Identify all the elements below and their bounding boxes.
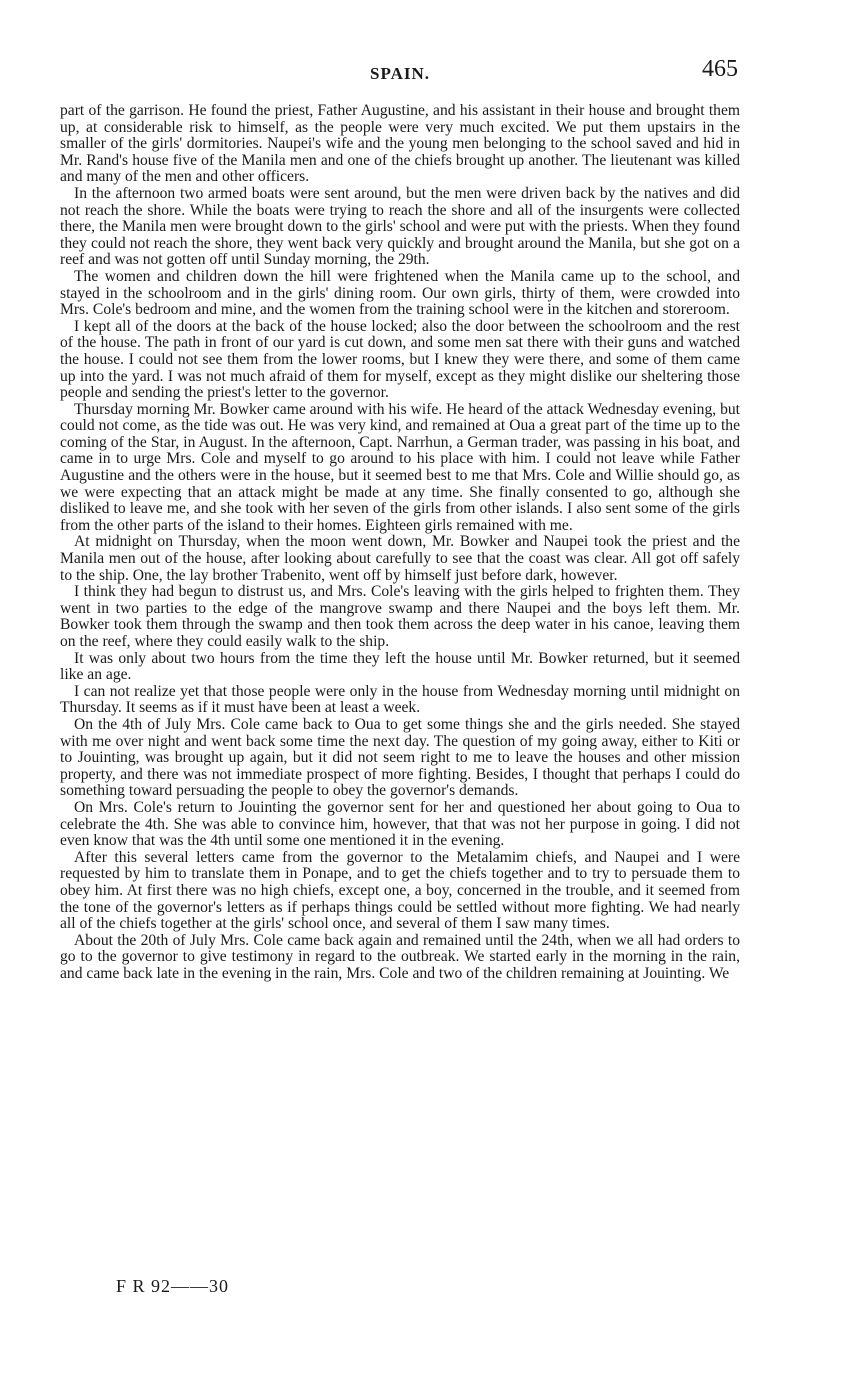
paragraph: After this several letters came from the governor to the Metalamim chiefs, and Naupei and I were requested by him to translate them in Ponape, and to get the chiefs together and to try to persuade them to obey him. At first there was no high chiefs, except one, a boy, concerned in the trouble, and it seemed from the tone of the governor's letters as if perhaps things could be settled without more fighting. We had nearly all of the chiefs together at the girls' school once, and several of them I saw many times. [60,848,740,933]
paragraph: It was only about two hours from the time they left the house until Mr. Bowker returned, but it seemed like an age. [60,649,740,684]
paragraph: I kept all of the doors at the back of the house locked; also the door between the schoolroom and the rest of the house. The path in front of our yard is cut down, and some men sat there with their guns and watched the house. I could not see them from the lower rooms, but I knew they were there, and some of them came up into the yard. I was not much afraid of them for myself, except as they might dislike our sheltering those people and sending the priest's letter to the governor. [60,317,740,402]
paragraph: I think they had begun to distrust us, and Mrs. Cole's leaving with the girls helped to frighten them. They went in two parties to the edge of the mangrove swamp and there Naupei and the boys left them. Mr. Bowker took them through the swamp and then took them across the deep water in his canoe, leaving them on the reef, where they could easily walk to the ship. [60,583,740,650]
paragraph: Thursday morning Mr. Bowker came around with his wife. He heard of the attack Wednesday evening, but could not come, as the tide was out. He was very kind, and remained at Oua a great part of the time up to the coming of the Star, in August. In the afternoon, Capt. Narrhun, a German trader, was passing in his boat, and came in to urge Mrs. Cole and myself to go around to his place with him. I could not leave while Father Augustine and the others were in the house, but it seemed best to me that Mrs. Cole and Willie should go, as we were expecting that an attack might be made at any time. She finally consented to go, although she disliked to leave me, and she took with her seven of the girls from other islands. I also sent some of the girls from the other parts of the island to their homes. Eighteen girls remained with me. [60,400,740,534]
paragraph: part of the garrison. He found the priest, Father Augustine, and his assistant in their house and brought them up, at considerable risk to himself, as the people were very much excited. We put them upstairs in the smaller of the girls' dormitories. Naupei's wife and the young men belonging to the school saved and hid in Mr. Rand's house five of the Manila men and one of the chiefs brought up another. The lieutenant was killed and many of the men and other officers. [60,102,740,186]
paragraph: At midnight on Thursday, when the moon went down, Mr. Bowker and Naupei took the priest and the Manila men out of the house, after looking about carefully to see that the coast was clear. All got off safely to the ship. One, the lay brother Trabenito, went off by himself just before dark, however. [60,533,740,584]
page-number: 465 [702,56,738,82]
running-title: SPAIN. [370,64,430,83]
paragraph: The women and children down the hill were frightened when the Manila came up to the school, and stayed in the schoolroom and in the girls' dining room. Our own girls, thirty of them, were crowded into Mrs. Cole's bedroom and mine, and the women from the training school were in the kitchen and storeroom. [60,267,740,319]
body-text [60,103,740,982]
signature-mark: F R 92——30 [116,1276,230,1296]
paragraph: About the 20th of July Mrs. Cole came back again and remained until the 24th, when we all had orders to go to the governor to give testimony in regard to the outbreak. We started early in the morning in the rain, and came back late in the evening in the rain, Mrs. Cole and two of the children remaining at Jouinting. We [60,931,740,982]
paragraph: I can not realize yet that those people were only in the house from Wednesday morning until midnight on Thursday. It seems as if it must have been at least a week. [60,682,740,717]
running-header [60,56,740,86]
paragraph: In the afternoon two armed boats were sent around, but the men were driven back by the natives and did not reach the shore. While the boats were trying to reach the shore and all of the insurgents were collected there, the Manila men were brought down to the girls' school and were put with the priests. When they found they could not reach the shore, they went back very quickly and brought around the Manila, but she got on a reef and was not gotten off until Sunday morning, the 29th. [60,184,740,269]
paragraph: On the 4th of July Mrs. Cole came back to Oua to get some things she and the girls needed. She stayed with me over night and went back some time the next day. The question of my going away, either to Kiti or to Jouinting, was brought up again, but it did not seem right to me to leave the houses and other mission property, and there was not immediate prospect of more fighting. Besides, I thought that perhaps I could do something toward persuading the people to obey the governor's demands. [60,715,740,800]
paragraph: On Mrs. Cole's return to Jouinting the governor sent for her and questioned her about going to Oua to celebrate the 4th. She was able to convince him, however, that that was not her purpose in going. I did not even know that was the 4th until some one mentioned it in the evening. [60,798,740,850]
